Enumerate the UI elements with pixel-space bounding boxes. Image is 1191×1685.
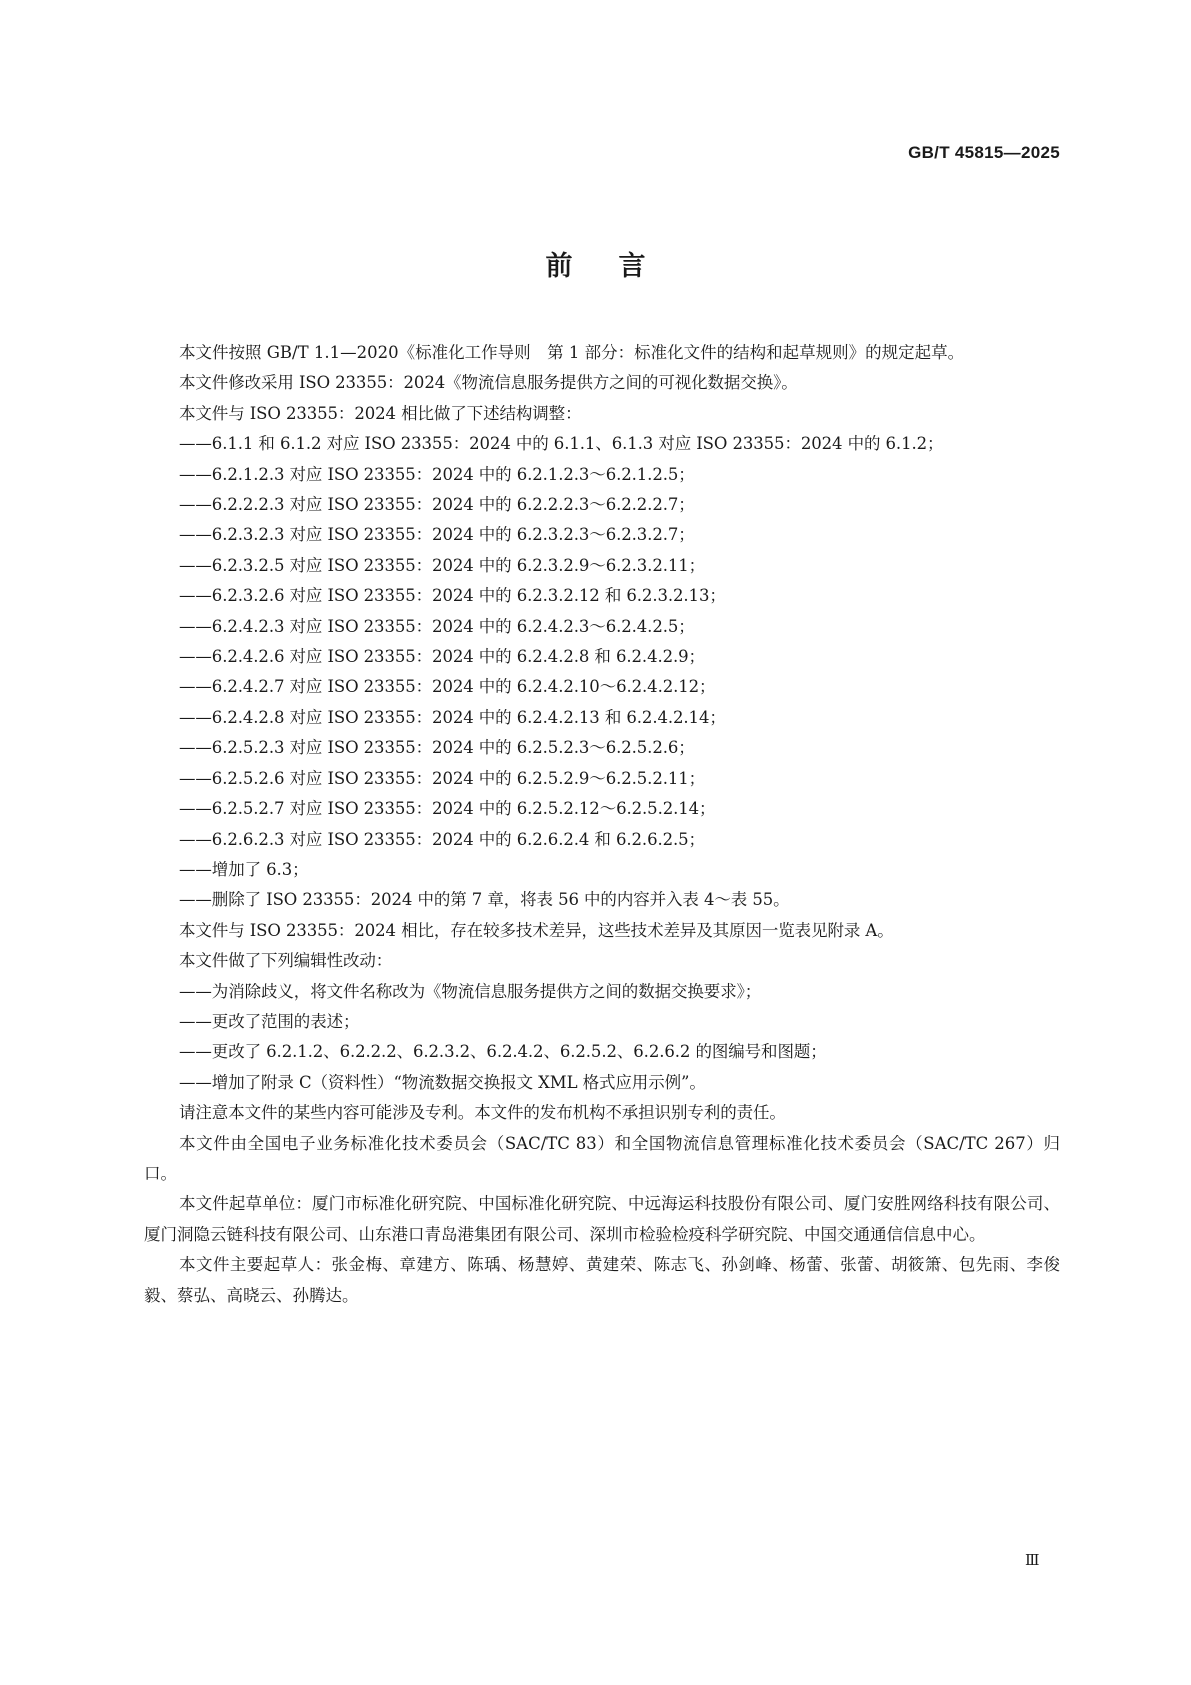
paragraph-adoption: 本文件修改采用 ISO 23355：2024《物流信息服务提供方之间的可视化数据交换》。 (179, 373, 798, 393)
paragraph-technical-differences: 本文件与 ISO 23355：2024 相比，存在较多技术差异，这些技术差异及其原因一览表见附录 A。 (179, 920, 894, 940)
page-number: Ⅲ (1025, 1551, 1040, 1569)
paragraph-structure-intro: 本文件与 ISO 23355：2024 相比做了下述结构调整： (179, 403, 582, 423)
paragraph-editorial-intro: 本文件做了下列编辑性改动： (179, 951, 393, 971)
paragraph-drafting-rules: 本文件按照 GB/T 1.1—2020《标准化工作导则 第 1 部分：标准化文件的结构和起草规则》的规定起草。 (179, 343, 965, 362)
list-item: ——6.2.4.2.3 对应 ISO 23355：2024 中的 6.2.4.2.3～6.2.4.2.5； (179, 616, 695, 636)
list-item: ——更改了范围的表述； (179, 1011, 360, 1031)
list-item: ——6.2.3.2.5 对应 ISO 23355：2024 中的 6.2.3.2.9～6.2.3.2.11； (179, 555, 706, 575)
list-item: ——6.2.5.2.7 对应 ISO 23355：2024 中的 6.2.5.2.12～6.2.5.2.14； (179, 799, 716, 819)
editorial-change-list (144, 977, 1060, 1099)
structure-change-list (144, 429, 1060, 916)
paragraph-drafters: 本文件主要起草人：张金梅、章建方、陈瑀、杨慧婷、黄建荣、陈志飞、孙剑峰、杨蕾、张蕾、胡筱箫、包先雨、李俊毅、蔡弘、高晓云、孙腾达。 (144, 1255, 1060, 1305)
page-title: 前言 (545, 251, 692, 282)
paragraph-drafting-units: 本文件起草单位：厦门市标准化研究院、中国标准化研究院、中远海运科技股份有限公司、厦门安胜网络科技有限公司、厦门洞隐云链科技有限公司、山东港口青岛港集团有限公司、深圳市检验检疫科学研究院、中国交通通信信息中心。 (144, 1194, 1060, 1244)
list-item: ——6.2.3.2.3 对应 ISO 23355：2024 中的 6.2.3.2.3～6.2.3.2.7； (179, 525, 695, 545)
list-item: ——6.2.6.2.3 对应 ISO 23355：2024 中的 6.2.6.2.4 和 6.2.6.2.5； (179, 829, 705, 849)
list-item: ——6.2.2.2.3 对应 ISO 23355：2024 中的 6.2.2.2.3～6.2.2.2.7； (179, 495, 695, 515)
standard-code: GB/T 45815—2025 (908, 143, 1060, 162)
list-item: ——删除了 ISO 23355：2024 中的第 7 章，将表 56 中的内容并入表 4～表 55。 (179, 890, 790, 910)
list-item: ——为消除歧义，将文件名称改为《物流信息服务提供方之间的数据交换要求》； (179, 981, 762, 1001)
list-item: ——6.1.1 和 6.1.2 对应 ISO 23355：2024 中的 6.1.1、6.1.3 对应 ISO 23355：2024 中的 6.1.2； (179, 434, 944, 454)
list-item: ——增加了附录 C（资料性）“物流数据交换报文 XML 格式应用示例”。 (179, 1072, 706, 1092)
paragraph-patent-notice: 请注意本文件的某些内容可能涉及专利。本文件的发布机构不承担识别专利的责任。 (179, 1103, 786, 1123)
list-item: ——6.2.3.2.6 对应 ISO 23355：2024 中的 6.2.3.2.12 和 6.2.3.2.13； (179, 586, 726, 606)
list-item: ——6.2.5.2.3 对应 ISO 23355：2024 中的 6.2.5.2.3～6.2.5.2.6； (179, 738, 695, 758)
list-item: ——6.2.4.2.7 对应 ISO 23355：2024 中的 6.2.4.2.10～6.2.4.2.12； (179, 677, 716, 697)
list-item: ——6.2.5.2.6 对应 ISO 23355：2024 中的 6.2.5.2.9～6.2.5.2.11； (179, 768, 706, 788)
paragraph-technical-committee: 本文件由全国电子业务标准化技术委员会（SAC/TC 83）和全国物流信息管理标准化技术委员会（SAC/TC 267）归口。 (144, 1133, 1060, 1183)
list-item: ——6.2.4.2.6 对应 ISO 23355：2024 中的 6.2.4.2.8 和 6.2.4.2.9； (179, 647, 705, 667)
foreword-body (144, 338, 1060, 1311)
list-item: ——6.2.1.2.3 对应 ISO 23355：2024 中的 6.2.1.2.3～6.2.1.2.5； (179, 464, 695, 484)
list-item: ——6.2.4.2.8 对应 ISO 23355：2024 中的 6.2.4.2.13 和 6.2.4.2.14； (179, 707, 726, 727)
list-item: ——增加了 6.3； (179, 859, 309, 879)
list-item: ——更改了 6.2.1.2、6.2.2.2、6.2.3.2、6.2.4.2、6.2.5.2、6.2.6.2 的图编号和图题； (179, 1042, 827, 1062)
